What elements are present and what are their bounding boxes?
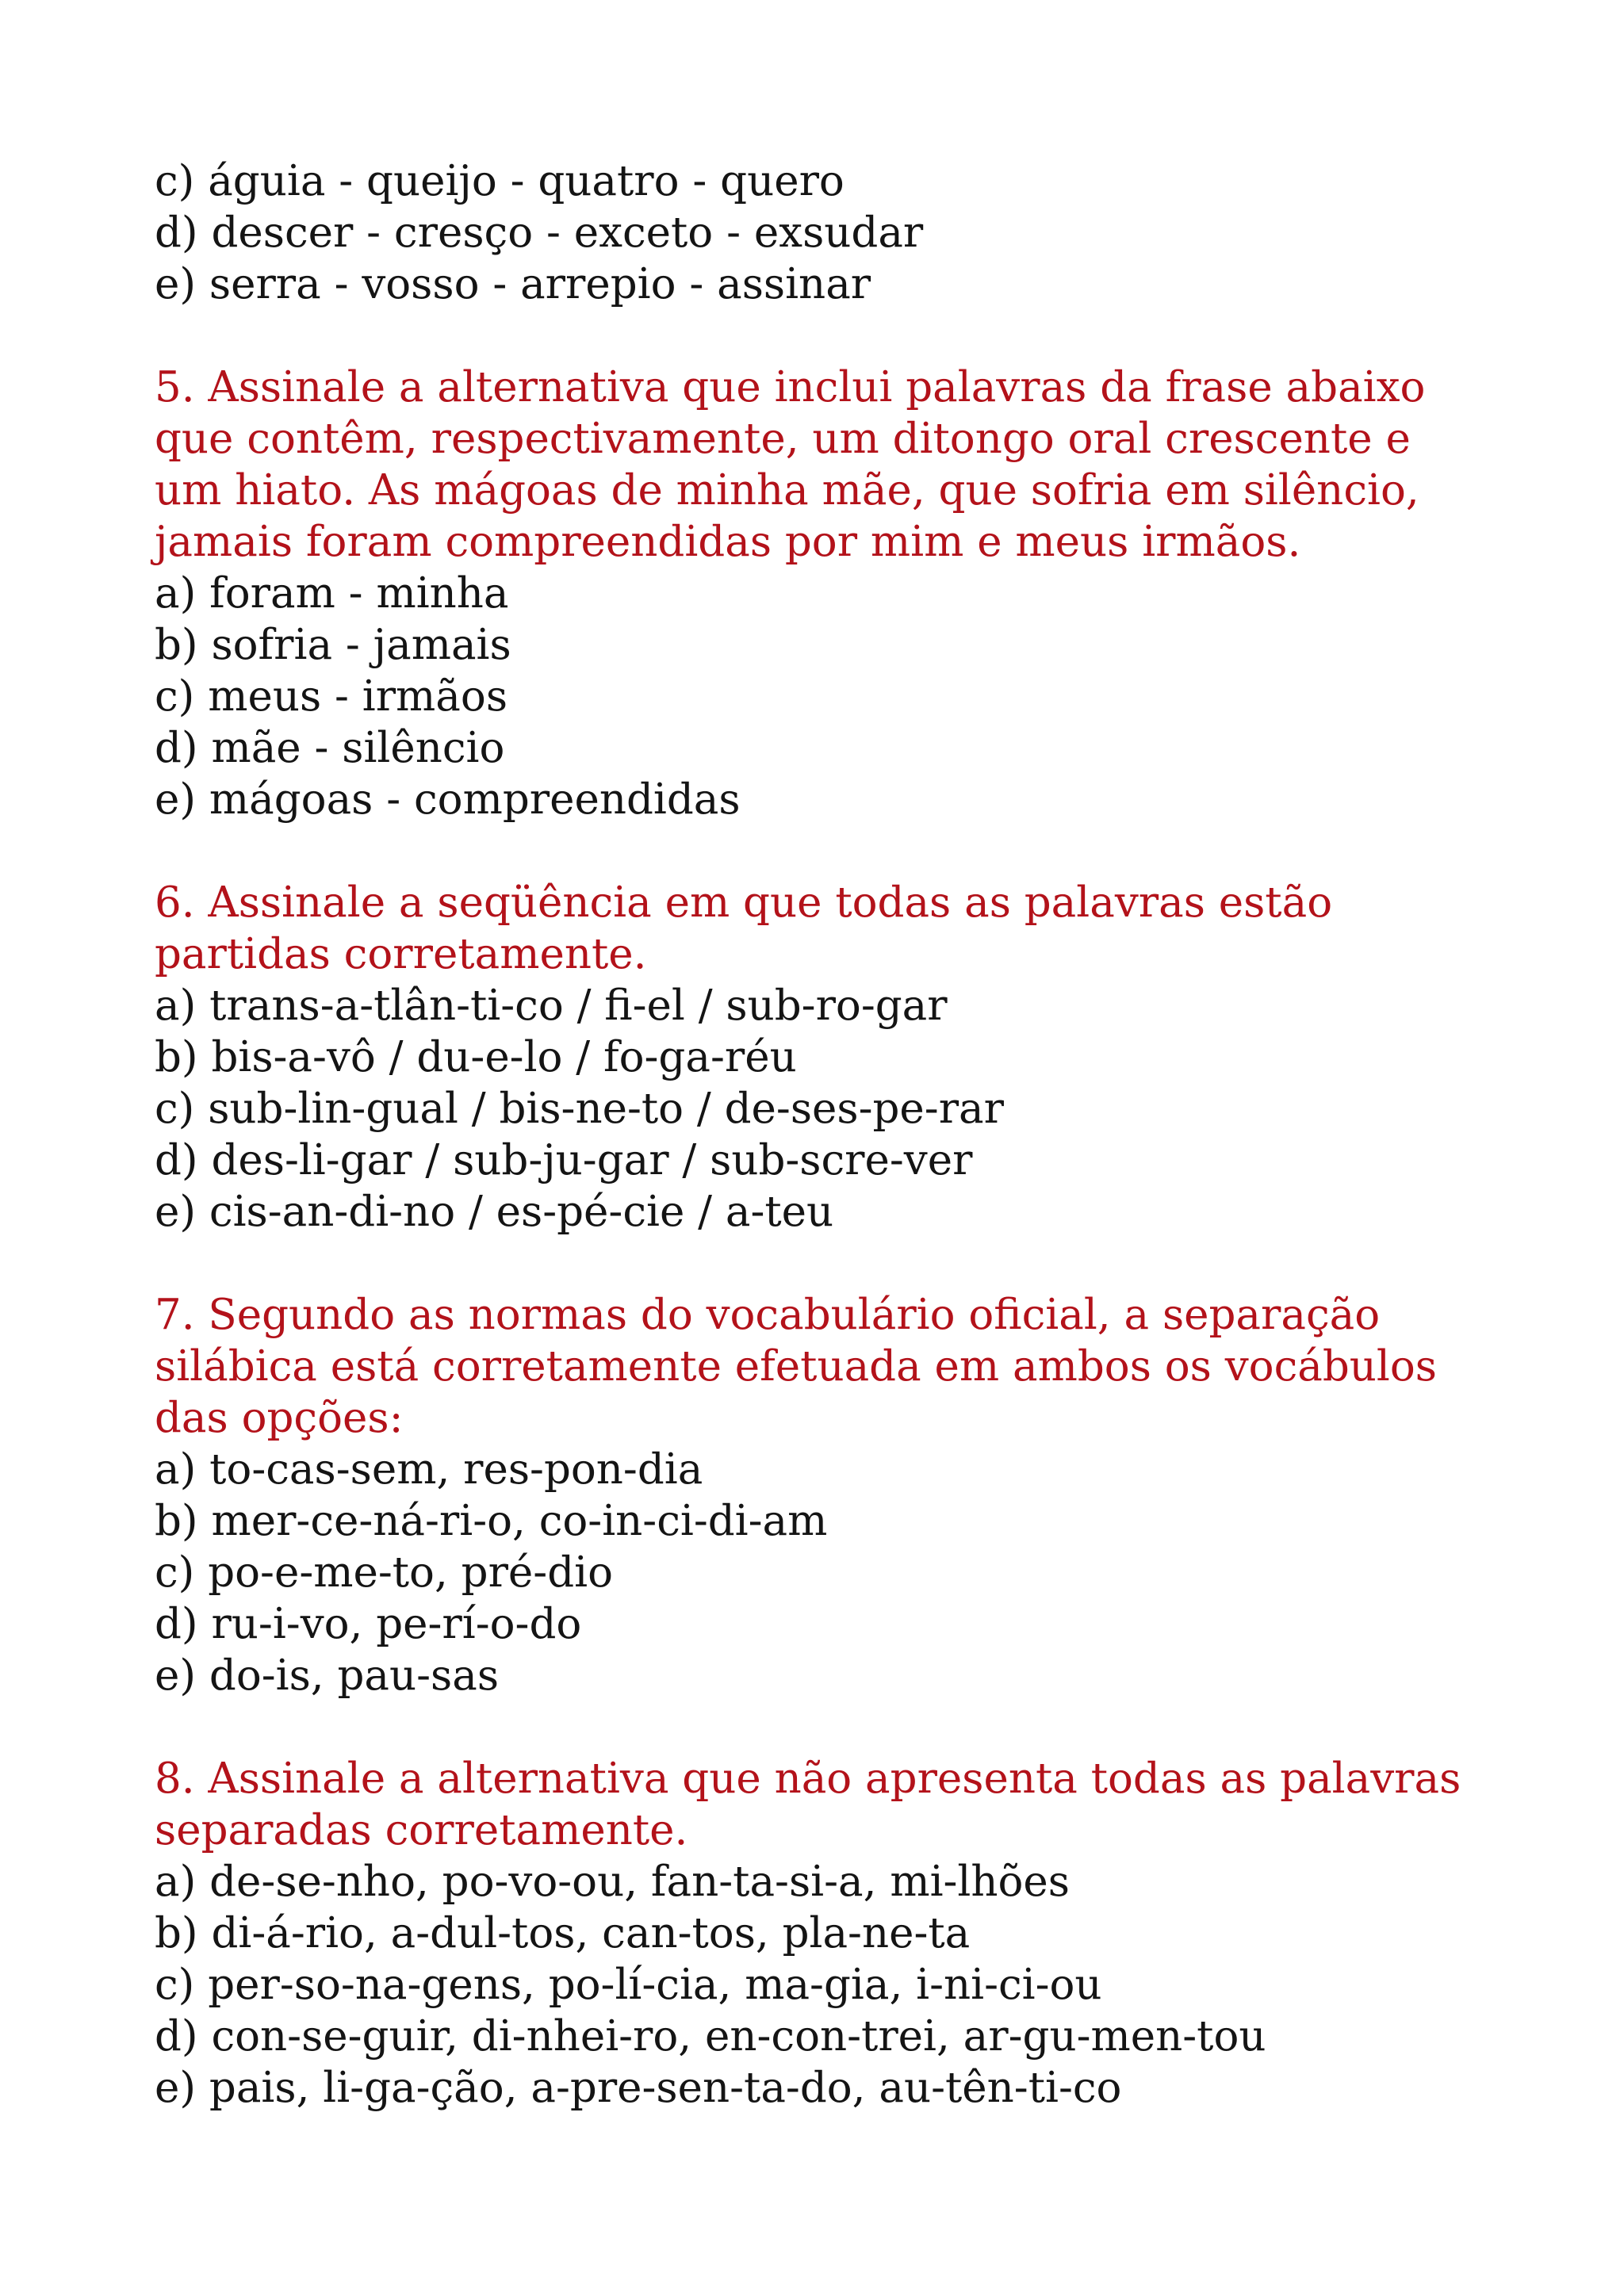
option-a: a) foram - minha	[155, 569, 509, 618]
option-d: d) con-se-guir, di-nhei-ro, en-con-trei, ar-gu-men-tou	[155, 2012, 1266, 2061]
option-e: e) do-is, pau-sas	[155, 1651, 500, 1700]
question-6-options	[155, 980, 1503, 1238]
option-e: e) mágoas - compreendidas	[155, 775, 741, 824]
question-line: 5. Assinale a alternativa que inclui palavras da frase abaixo	[155, 363, 1426, 411]
question-8-prompt	[155, 1753, 1503, 1856]
question-6-prompt	[155, 877, 1503, 980]
option-c: c) po-e-me-to, pré-dio	[155, 1548, 613, 1597]
option-b: b) sofria - jamais	[155, 621, 511, 669]
question-8-options	[155, 1856, 1503, 2114]
spacer	[155, 310, 1503, 362]
question-line: que contêm, respectivamente, um ditongo oral crescente e	[155, 415, 1411, 463]
option-d: d) ru-i-vo, pe-rí-o-do	[155, 1600, 582, 1648]
question-line: silábica está corretamente efetuada em ambos os vocábulos	[155, 1342, 1437, 1391]
option-a: a) de-se-nho, po-vo-ou, fan-ta-si-a, mi-lhões	[155, 1858, 1070, 1906]
spacer	[155, 825, 1503, 877]
option-e: e) serra - vosso - arrepio - assinar	[155, 260, 871, 308]
question-line: das opções:	[155, 1394, 404, 1442]
question-line: 8. Assinale a alternativa que não apresenta todas as palavras	[155, 1755, 1461, 1803]
option-d: d) mãe - silêncio	[155, 724, 505, 772]
question-line: separadas corretamente.	[155, 1806, 688, 1854]
question-line: um hiato. As mágoas de minha mãe, que sofria em silêncio,	[155, 466, 1419, 515]
option-c: c) sub-lin-gual / bis-ne-to / de-ses-pe-rar	[155, 1085, 1004, 1133]
option-a: a) trans-a-tlân-ti-co / fi-el / sub-ro-gar	[155, 982, 948, 1030]
question-line: 7. Segundo as normas do vocabulário oficial, a separação	[155, 1291, 1381, 1339]
option-b: b) mer-ce-ná-ri-o, co-in-ci-di-am	[155, 1497, 828, 1545]
question-5-options	[155, 568, 1503, 825]
option-d: d) descer - cresço - exceto - exsudar	[155, 209, 924, 257]
option-b: b) bis-a-vô / du-e-lo / fo-ga-réu	[155, 1033, 797, 1081]
option-e: e) cis-an-di-no / es-pé-cie / a-teu	[155, 1188, 834, 1236]
option-d: d) des-li-gar / sub-ju-gar / sub-scre-ver	[155, 1136, 973, 1184]
option-c: c) águia - queijo - quatro - quero	[155, 157, 845, 205]
question-5-prompt	[155, 362, 1503, 568]
option-b: b) di-á-rio, a-dul-tos, can-tos, pla-ne-ta	[155, 1909, 971, 1957]
option-c: c) meus - irmãos	[155, 672, 508, 721]
question-7-options	[155, 1444, 1503, 1701]
question-7-prompt	[155, 1289, 1503, 1444]
question-line: jamais foram compreendidas por mim e meus irmãos.	[155, 518, 1301, 566]
intro-options	[155, 155, 1503, 310]
question-line: partidas corretamente.	[155, 930, 647, 978]
option-a: a) to-cas-sem, res-pon-dia	[155, 1445, 703, 1494]
spacer	[155, 1238, 1503, 1289]
option-e: e) pais, li-ga-ção, a-pre-sen-ta-do, au-tên-ti-co	[155, 2064, 1122, 2112]
document-page	[155, 155, 1503, 2114]
spacer	[155, 1701, 1503, 1753]
option-c: c) per-so-na-gens, po-lí-cia, ma-gia, i-ni-ci-ou	[155, 1961, 1102, 2009]
question-line: 6. Assinale a seqüência em que todas as palavras estão	[155, 878, 1333, 927]
